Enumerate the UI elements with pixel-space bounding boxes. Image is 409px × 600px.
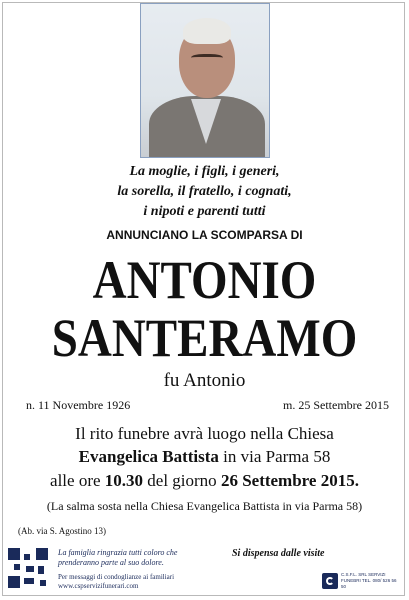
first-name: ANTONIO [92,250,317,311]
families-line: i nipoti e parenti tutti [143,204,266,219]
salma-note: (La salma sosta nella Chiesa Evangelica Battista in via Parma 58) [46,499,363,513]
last-name: SANTERAMO [51,308,358,369]
birth-date: n. 11 Novembre 1926 [26,398,131,412]
families-list [0,162,409,222]
funeral-time: 10.30 [104,471,144,490]
website-link[interactable]: www.cspservizifunerari.com [58,582,139,590]
funeral-line-2 [0,447,409,467]
thanks-text: La famiglia ringrazia tutti coloro che prenderanno parte al suo dolore. [58,548,178,567]
deceased-photo [140,3,270,158]
company-info: C.S.F.L. SRL SERVIZI FUNEBRI TEL. 080/ 526 56 50 [341,572,397,589]
condolence-message: Per messaggi di condoglianze ai familiari [58,573,175,581]
qr-code[interactable] [8,548,48,588]
families-line: La moglie, i figli, i generi, [129,164,280,179]
photo-eyes [191,54,223,63]
funeral-line-3 [0,471,409,491]
company-logo-icon [322,573,338,589]
father-name: fu Antonio [163,370,246,391]
church-name: Evangelica Battista [78,447,219,466]
photo-hair [183,18,231,44]
death-date: m. 25 Settembre 2015 [283,398,389,412]
church-address: in via Parma 58 [218,447,331,466]
day-prefix: del giorno [143,471,221,490]
funeral-line-1: Il rito funebre avrà luogo nella Chiesa [75,424,334,443]
announcement-heading: ANNUNCIANO LA SCOMPARSA DI [106,228,303,242]
time-prefix: alle ore [50,471,105,490]
no-visits-note: Si dispensa dalle visite [232,548,325,559]
funeral-date: 26 Settembre 2015. [220,471,359,490]
families-line: la sorella, il fratello, i cognati, [117,184,292,199]
home-address: (Ab. via S. Agostino 13) [18,526,107,536]
